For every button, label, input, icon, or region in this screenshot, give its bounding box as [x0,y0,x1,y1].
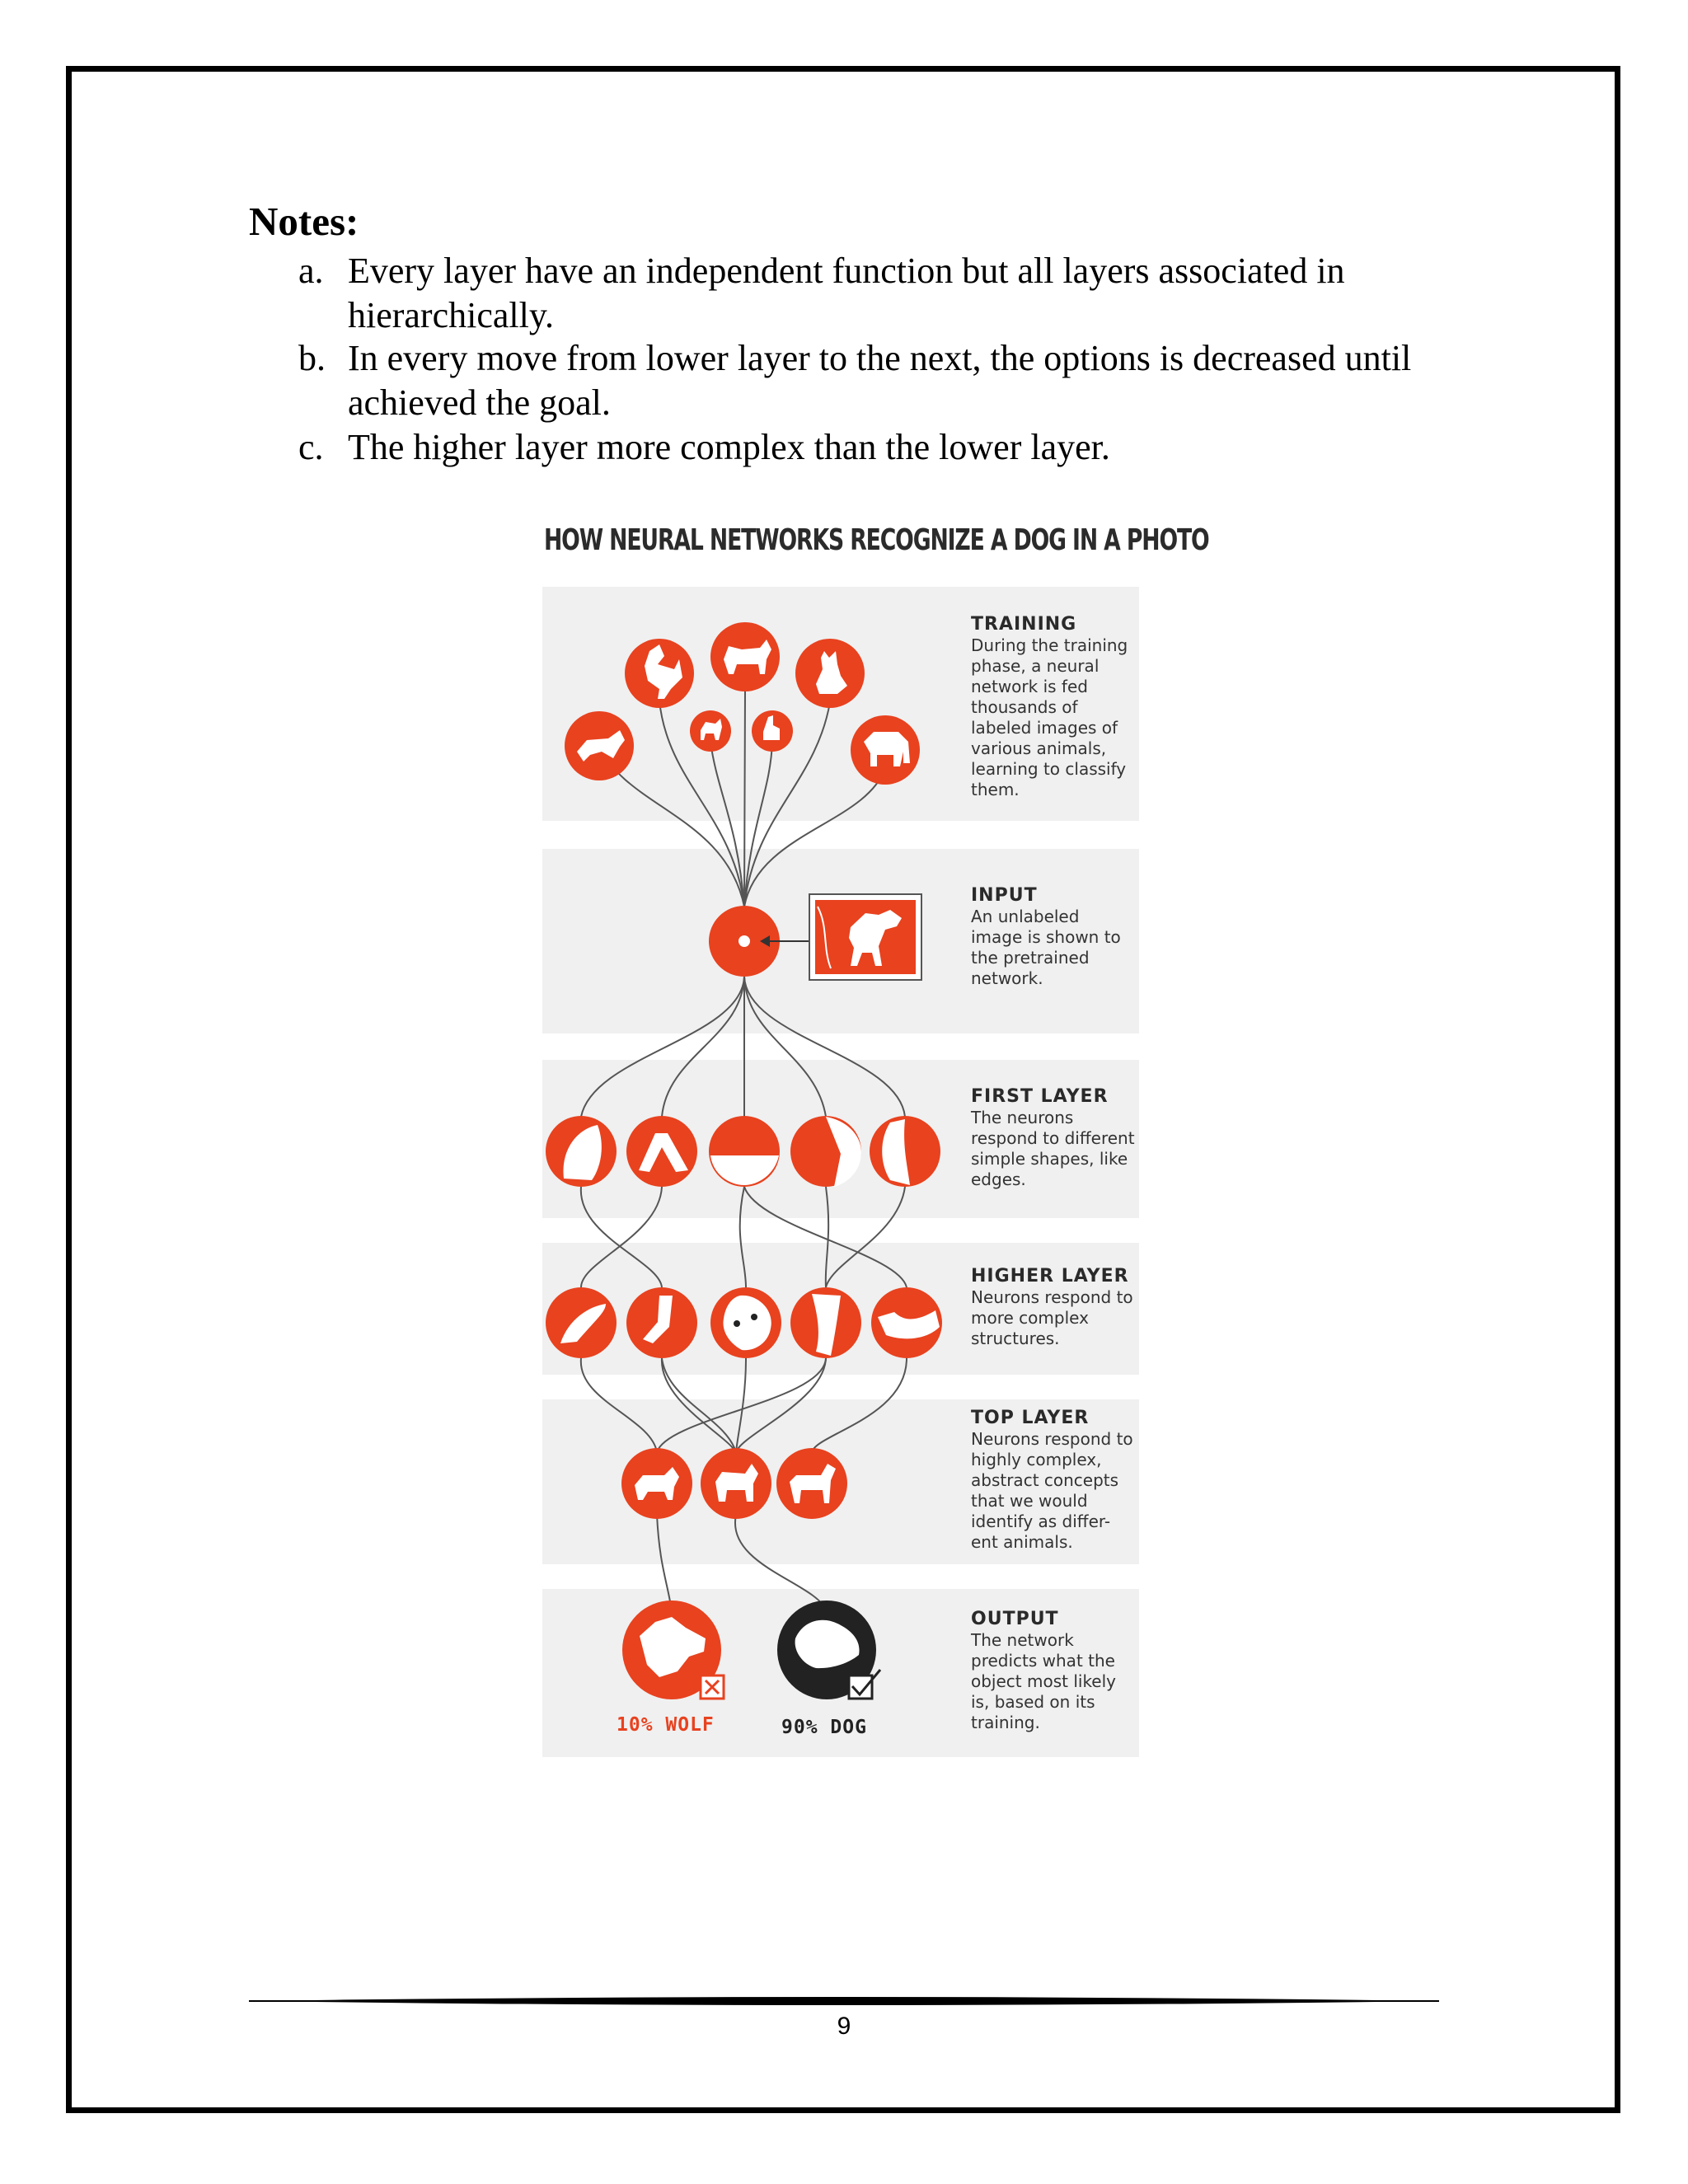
panel-input-text [971,885,1136,989]
edge-shape-1-icon [546,1116,617,1187]
panel-title: HIGHER LAYER [971,1266,1129,1286]
curve-shape-icon [546,1287,617,1358]
rabbit-icon [752,710,793,752]
panel-output-text [971,1609,1136,1733]
panel-title: TRAINING [971,614,1077,635]
jaw-shape-icon [871,1287,942,1358]
page-number: 9 [837,2013,851,2040]
edge-shape-3-icon [709,1116,780,1187]
panel-description: Neurons respond to highly complex, abstract concepts that we would identify as differ-ent animals. [971,1429,1133,1552]
note-letter: c. [298,427,324,467]
cat-icon [795,639,865,708]
edge-shape-5-icon [870,1116,940,1187]
small-dog-icon [690,710,731,752]
panel-description: An unlabeled image is shown to the pretrained network. [971,907,1121,988]
result-dog-label: 90% DOG [781,1717,867,1738]
input-photo [809,894,921,980]
horse-icon [776,1448,847,1519]
panel-training-text [971,614,1136,800]
panel-higher-layer-text [971,1266,1136,1349]
panel-top-layer-text [971,1408,1136,1553]
note-text: In every move from lower layer to the next, the options is decreased until achieved the goal. [348,338,1412,423]
higher-layer-nodes [546,1287,942,1358]
dog-icon [701,1448,771,1519]
panel-description: The neurons respond to different simple shapes, like edges. [971,1108,1135,1189]
ear-shape-icon [790,1287,861,1358]
panel-title: FIRST LAYER [971,1086,1109,1107]
rooster-icon [625,639,694,708]
panel-title: INPUT [971,885,1038,906]
first-layer-nodes [546,1116,940,1187]
result-wolf-label: 10% WOLF [617,1714,715,1736]
panel-description: The network predicts what the object most likely is, based on its training. [971,1630,1117,1732]
dog-icon [710,622,780,691]
note-letter: b. [298,338,326,378]
note-letter: a. [298,251,324,291]
panel-description: Neurons respond to more complex structures. [971,1287,1133,1348]
wolf-icon [565,711,634,780]
wolf-icon [621,1448,692,1519]
edge-shape-2-icon [626,1116,697,1187]
panel-description: During the training phase, a neural network is fed thousands of labeled images of various animals, learning to classify them. [971,635,1128,799]
elephant-icon [851,715,920,785]
note-text: Every layer have an independent function but all layers associated in hierarchically. [348,251,1345,335]
panel-title: TOP LAYER [971,1408,1090,1428]
dog-face-icon [710,1287,781,1358]
leg-shape-icon [626,1287,697,1358]
infographic-title: HOW NEURAL NETWORKS RECOGNIZE A DOG IN A PHOTO [544,523,1209,557]
notes-heading: Notes: [249,199,359,244]
panel-first-layer-text [971,1086,1136,1190]
edge-shape-4-icon [790,1116,861,1187]
panel-title: OUTPUT [971,1609,1059,1629]
top-layer-nodes [621,1448,847,1519]
note-text: The higher layer more complex than the lower layer. [348,427,1110,467]
